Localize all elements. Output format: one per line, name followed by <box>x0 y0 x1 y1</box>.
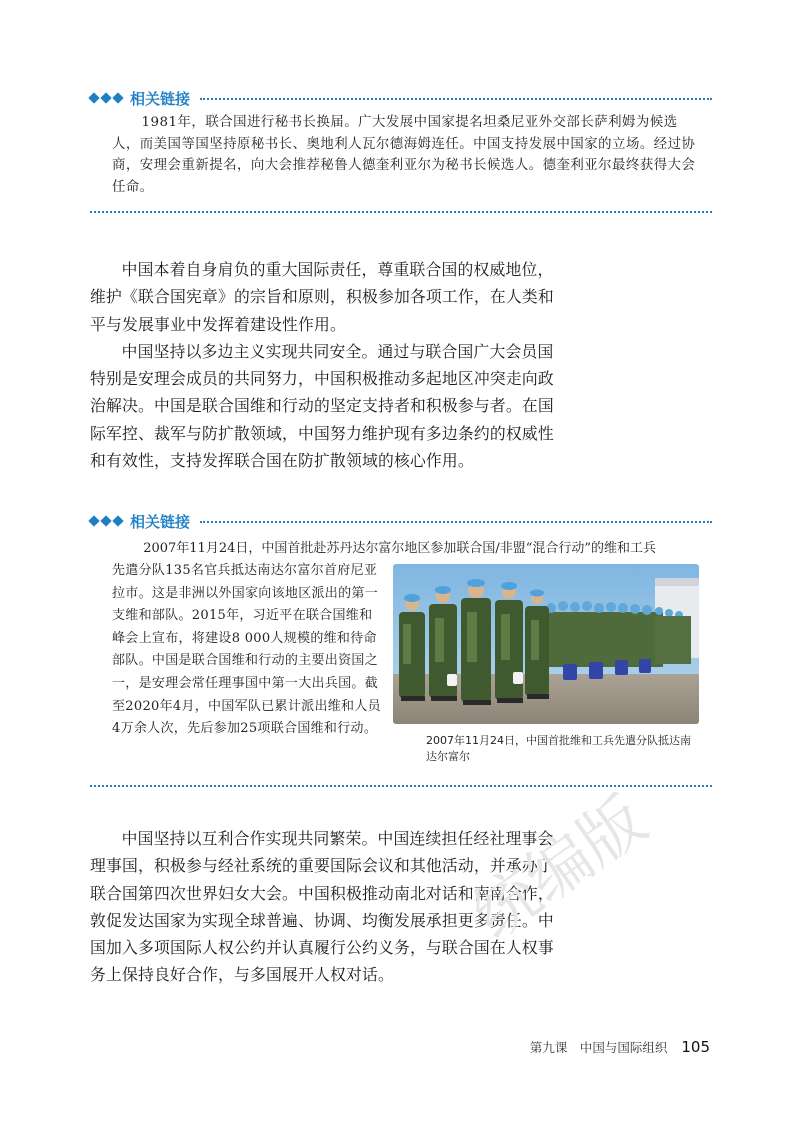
watermark: 统编版 <box>460 783 660 954</box>
related-link-header-1 <box>90 88 712 108</box>
paragraph: 中国本着自身肩负的重大国际责任，尊重联合国的权威地位，维护《联合国宪章》的宗旨和原则，积极参加各项工作，在人类和平与发展事业中发挥着建设性作用。 <box>90 260 554 334</box>
page-number: 105 <box>681 1038 710 1056</box>
paragraph: 中国坚持以多边主义实现共同安全。通过与联合国广大会员国特别是安理会成员的共同努力，中国积极推动多起地区冲突走向政治解决。中国是联合国维和行动的坚定支持者和积极参与者。在国际军控、裁军与防扩散领域，中国努力维护现有多边条约的权威性和有效性，支持发挥联合国在防扩散领域的核心作用。 <box>90 341 554 471</box>
dotted-divider-bottom-1 <box>90 211 712 213</box>
lesson-title: 第九课 中国与国际组织 <box>529 1040 668 1055</box>
diamond-bullets-icon <box>90 517 122 525</box>
related-link-title-2: 相关链接 <box>130 512 191 531</box>
related-link-text-2: 先遣分队135名官兵抵达南达尔富尔首府尼亚拉市。这是非洲以外国家向该地区派出的第一支维和部队。2015年，习近平在联合国维和峰会上宣布，将建设8 000人规模的维和待命部队。中国是联合国维和行动的主要出资国之一，是安理会常任理事国中第一大出兵国。截至2020年4月，中国军队已累计派出维和人员4万余人次，先后参加25项联合国维和行动。 <box>112 563 381 737</box>
related-link-first-line-2: 2007年11月24日，中国首批赴苏丹达尔富尔地区参加联合国/非盟“混合行动”的维和工兵 <box>143 541 657 556</box>
body-section-1 <box>90 256 558 474</box>
paragraph: 中国坚持以互利合作实现共同繁荣。中国连续担任经社理事会理事国，积极参与经社系统的重要国际会议和其他活动，并承办了联合国第四次世界妇女大会。中国积极推动南北对话和南南合作，敦促发达国家为实现全球普遍、协调、均衡发展承担更多责任。中国加入多项国际人权公约并认真履行公约义务，与联合国在人权事务上保持良好合作，与多国展开人权对话。 <box>90 829 554 985</box>
related-link-header-2 <box>90 511 712 531</box>
peacekeepers-photo <box>393 564 699 724</box>
diamond-bullets-icon <box>90 94 122 102</box>
photo-caption: 2007年11月24日，中国首批维和工兵先遣分队抵达南达尔富尔 <box>426 734 691 763</box>
related-link-title-1: 相关链接 <box>130 89 191 108</box>
page-footer <box>530 1038 710 1056</box>
dotted-divider <box>200 98 712 100</box>
dotted-divider <box>200 521 712 523</box>
related-link-text-1: 1981年，联合国进行秘书长换届。广大发展中国家提名坦桑尼亚外交部长萨利姆为候选人，而美国等国坚持原秘书长、奥地利人瓦尔德海姆连任。中国支持发展中国家的立场。经过协商，安理会重新提名，向大会推荐秘鲁人德奎利亚尔为秘书长候选人。德奎利亚尔最终获得大会任命。 <box>112 115 696 195</box>
